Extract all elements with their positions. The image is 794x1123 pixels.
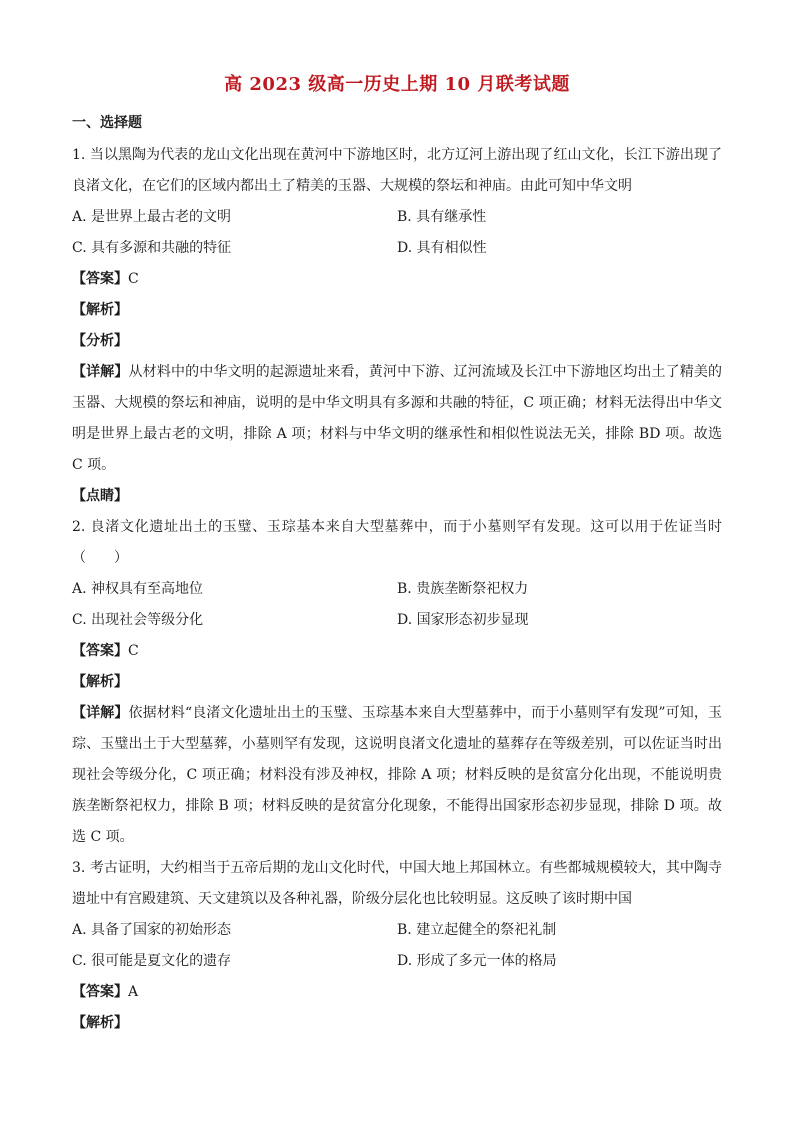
options <box>72 915 722 977</box>
answer-value: C <box>128 643 139 659</box>
option-b: B. 建立起健全的祭祀礼制 <box>397 922 557 938</box>
option-c: C. 很可能是夏文化的遗存 <box>72 953 232 969</box>
answer-value: A <box>128 984 139 1000</box>
analysis-tag: 【解析】 <box>72 1015 128 1031</box>
page-title: 高 2023 级高一历史上期 10 月联考试题 <box>224 74 570 95</box>
detail-paragraph <box>72 357 722 481</box>
analysis-tag: 【解析】 <box>72 302 128 318</box>
question-stem: 2. 良渚文化遗址出土的玉璧、玉琮基本来自大型墓葬中，而于小墓则罕有发现。这可以用于佐证当时（ ） <box>72 519 722 566</box>
options <box>72 574 722 636</box>
answer-line <box>72 636 722 667</box>
question-list <box>72 140 722 1039</box>
option-c: C. 出现社会等级分化 <box>72 612 204 628</box>
option-d: D. 形成了多元一体的格局 <box>397 953 557 969</box>
answer-line <box>72 977 722 1008</box>
dianjing-tag: 【点睛】 <box>72 488 128 504</box>
detail-tag: 【详解】 <box>72 364 129 380</box>
section-heading: 一、选择题 <box>72 115 142 131</box>
option-a: A. 是世界上最古老的文明 <box>72 209 232 225</box>
detail-tag: 【详解】 <box>72 705 129 721</box>
option-a: A. 神权具有至高地位 <box>72 581 204 597</box>
answer-line <box>72 264 722 295</box>
option-b: B. 贵族垄断祭祀权力 <box>397 581 529 597</box>
answer-tag: 【答案】 <box>72 643 128 659</box>
analysis-tag: 【解析】 <box>72 674 128 690</box>
answer-tag: 【答案】 <box>72 984 128 1000</box>
option-d: D. 国家形态初步显现 <box>397 612 529 628</box>
answer-value: C <box>128 271 139 287</box>
option-d: D. 具有相似性 <box>397 240 487 256</box>
question-3 <box>72 853 722 1039</box>
detail-paragraph <box>72 698 722 853</box>
question-1 <box>72 140 722 512</box>
fenxi-tag: 【分析】 <box>72 333 128 349</box>
question-stem: 3. 考古证明，大约相当于五帝后期的龙山文化时代，中国大地上邦国林立。有些都城规模较大，其中陶寺遗址中有宫殿建筑、天文建筑以及各种礼器，阶级分层化也比较明显。这反映了该时期中国 <box>72 860 722 907</box>
detail-text: 从材料中的中华文明的起源遗址来看，黄河中下游、辽河流域及长江中下游地区均出土了精美的玉器、大规模的祭坛和神庙，说明的是中华文明具有多源和共融的特征，C 项正确；材料无法得出中华文明是世界上最古老的文明，排除 A 项；材料与中华文明的继承性和相似性说法无关，排除 BD 项。故选 C 项。 <box>72 364 723 473</box>
option-c: C. 具有多源和共融的特征 <box>72 240 232 256</box>
option-b: B. 具有继承性 <box>397 209 487 225</box>
detail-text: 依据材料“良渚文化遗址出土的玉璧、玉琮基本来自大型墓葬中，而于小墓则罕有发现”可知，玉琮、玉璧出土于大型墓葬，小墓则罕有发现，这说明良渚文化遗址的墓葬存在等级差别，可以佐证当时出现社会等级分化，C 项正确；材料没有涉及神权，排除 A 项；材料反映的是贫富分化出现，不能说明贵族垄断祭祀权力，排除 B 项；材料反映的是贫富分化现象，不能得出国家形态初步显现，排除 D 项。故选 C 项。 <box>72 705 723 845</box>
question-2 <box>72 512 722 853</box>
option-a: A. 具备了国家的初始形态 <box>72 922 232 938</box>
answer-tag: 【答案】 <box>72 271 128 287</box>
question-stem: 1. 当以黑陶为代表的龙山文化出现在黄河中下游地区时，北方辽河上游出现了红山文化，长江下游出现了良渚文化，在它们的区域内都出土了精美的玉器、大规模的祭坛和神庙。由此可知中华文明 <box>72 147 722 194</box>
options <box>72 202 722 264</box>
